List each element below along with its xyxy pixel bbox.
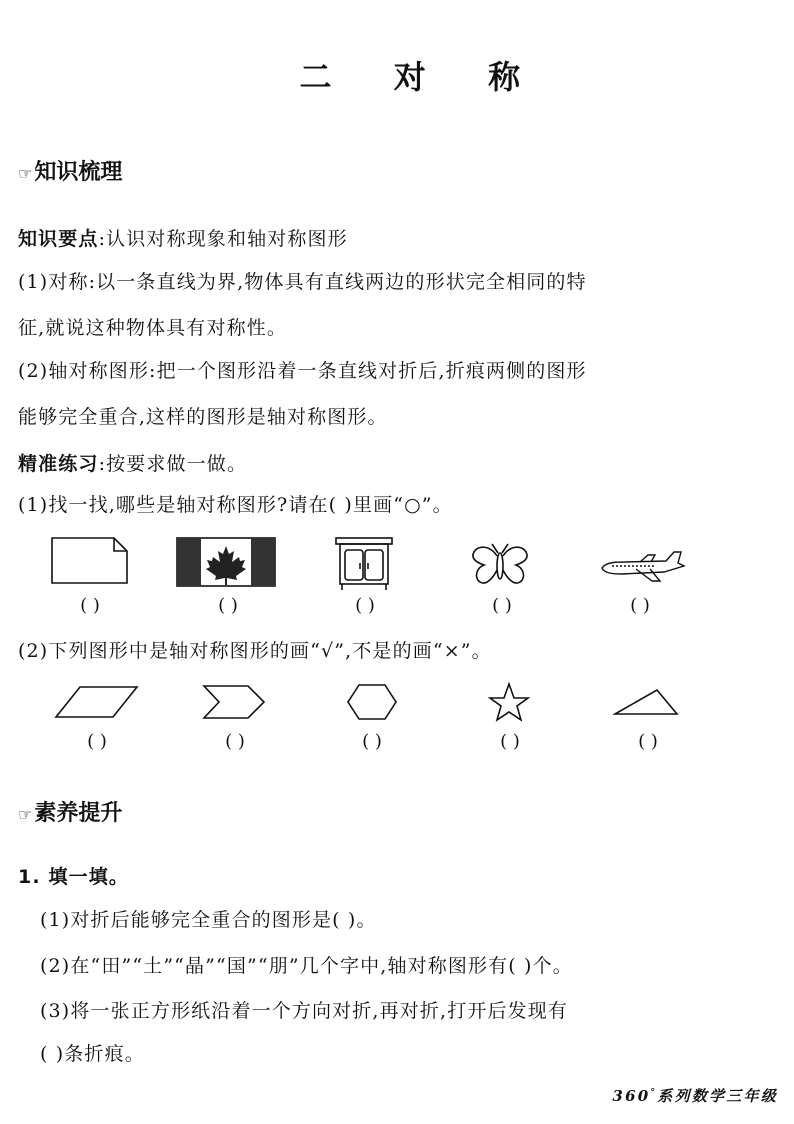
triangle-figure: [615, 690, 677, 714]
section-heading: 素养提升: [34, 801, 123, 826]
knowledge-point: [18, 224, 348, 251]
answer-blank[interactable]: ( ): [218, 595, 238, 616]
footer-series-label: [612, 1085, 778, 1106]
exercise-question-3-line-2: ( )条折痕。: [40, 1043, 145, 1065]
star-figure: [490, 684, 528, 720]
rectangle-folded-corner-figure: [52, 538, 127, 583]
answer-blank[interactable]: ( ): [225, 731, 245, 752]
butterfly-figure: [473, 544, 527, 583]
exercise-title: 1. 填一填。: [18, 866, 130, 888]
footer-degree: °: [650, 1088, 658, 1098]
exercise-question-3-line-1: (3)将一张正方形纸沿着一个方向对折,再对折,打开后发现有: [40, 1000, 569, 1022]
section-header-knowledge: [18, 155, 122, 186]
pointing-hand-icon: ☞: [18, 804, 33, 824]
page-title: 二 对 称: [299, 58, 546, 96]
canadian-flag-figure: [177, 538, 275, 586]
knowledge-text: :认识对称现象和轴对称图形: [98, 228, 348, 250]
cabinet-figure: [336, 538, 392, 590]
pointing-hand-icon: ☞: [18, 163, 33, 183]
definition-1-line-1: (1)对称:以一条直线为界,物体具有直线两边的形状完全相同的特: [18, 271, 587, 293]
parallelogram-figure: [56, 687, 137, 717]
footer-series: 系列数学三年级: [657, 1087, 778, 1105]
airplane-figure: [602, 552, 684, 581]
definition-1-line-2: 征,就说这种物体具有对称性。: [18, 317, 288, 339]
practice-question-2: (2)下列图形中是轴对称图形的画“√”,不是的画“×”。: [18, 640, 492, 662]
answer-blank[interactable]: ( ): [87, 731, 107, 752]
footer-number: 360: [612, 1087, 651, 1105]
section-heading: 知识梳理: [34, 160, 123, 185]
exercise-question-2: (2)在“田”“土”“晶”“国”“朋”几个字中,轴对称图形有( )个。: [40, 955, 573, 977]
practice-label: 精准练习: [18, 453, 99, 475]
answer-blank[interactable]: ( ): [355, 595, 375, 616]
practice-heading: [18, 449, 247, 476]
practice-text: :按要求做一做。: [98, 453, 248, 475]
definition-2-line-1: (2)轴对称图形:把一个图形沿着一条直线对折后,折痕两侧的图形: [18, 360, 587, 382]
answer-blank[interactable]: ( ): [80, 595, 100, 616]
exercise-question-1: (1)对折后能够完全重合的图形是( )。: [40, 909, 377, 931]
answer-blank[interactable]: ( ): [500, 731, 520, 752]
practice-question-1: (1)找一找,哪些是轴对称图形?请在( )里画“○”。: [18, 494, 453, 516]
chevron-figure: [204, 686, 264, 718]
definition-2-line-2: 能够完全重合,这样的图形是轴对称图形。: [18, 406, 388, 428]
hexagon-figure: [348, 685, 396, 719]
knowledge-label: 知识要点: [18, 228, 99, 250]
answer-blank[interactable]: ( ): [630, 595, 650, 616]
maple-leaf-icon: [206, 546, 246, 585]
answer-blank[interactable]: ( ): [492, 595, 512, 616]
answer-blank[interactable]: ( ): [638, 731, 658, 752]
answer-blank[interactable]: ( ): [362, 731, 382, 752]
section-header-improvement: [18, 796, 122, 827]
